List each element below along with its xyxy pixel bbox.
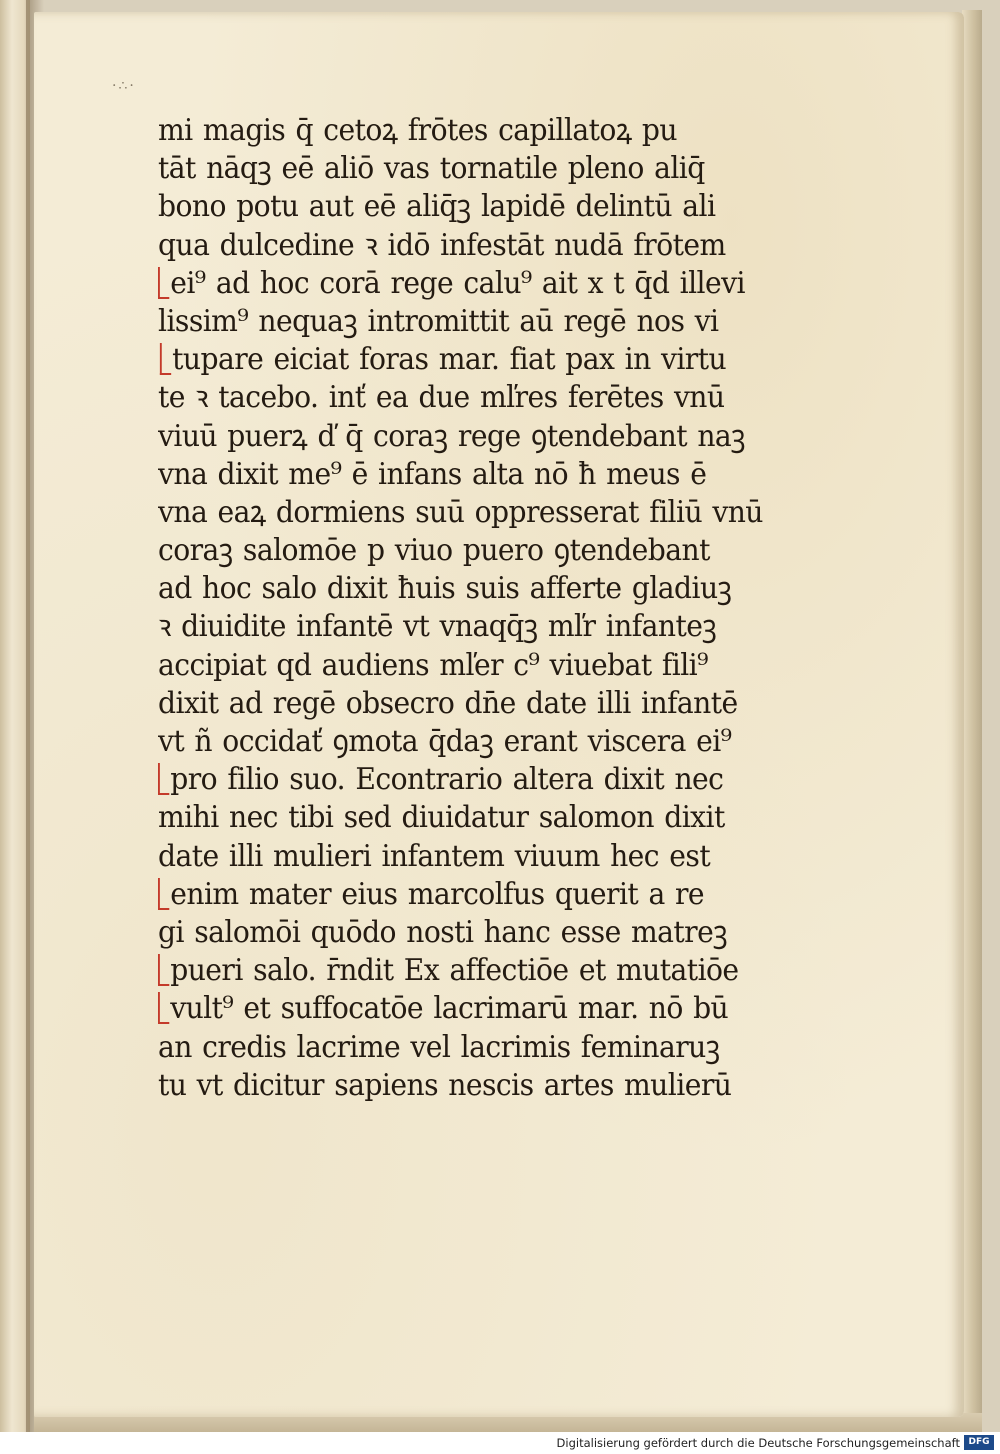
text-line-22: gi salomōi quōdo nosti hanc esse matreꝫ [158, 914, 728, 950]
text-line-5-content: ei⁹ ad hoc corā rege calu⁹ ait x t q̄d illevi [170, 265, 745, 301]
text-line-21 [158, 876, 797, 914]
text-line-11: vna eaꝝ dormiens suū oppresserat filiū vnū [158, 494, 763, 530]
text-line-14: ꝛ diuidite infantē vt vnaqq̄ꝫ mľr infanteꝫ [158, 609, 717, 645]
text-line-6: lissim⁹ nequaꝫ intromittit aū regē nos vi [158, 303, 719, 339]
rubric-mark [158, 954, 169, 986]
text-line-3: bono potu aut eē aliq̄ꝫ lapidē delintū ali [158, 189, 716, 225]
text-line-20: date illi mulieri infantem viuum hec est [158, 838, 711, 874]
ink-smudge: ·∴· [112, 78, 136, 94]
text-line-7 [158, 341, 797, 379]
text-line-25: an credis lacrime vel lacrimis feminaruꝫ [158, 1029, 720, 1065]
text-line-12: coraꝫ salomōe p viuo puero ꝯtendebant [158, 533, 710, 569]
text-line-4: qua dulcedine ꝛ idō infestāt nudā frōtem [158, 227, 726, 263]
text-line-18 [158, 761, 797, 799]
text-line-5 [158, 265, 797, 303]
blackletter-text-block [158, 112, 838, 1105]
dfg-logo: DFG [964, 1435, 994, 1450]
text-line-18-content: pro filio suo. Econtrario altera dixit nec [170, 762, 724, 798]
text-line-24-content: vult⁹ et suffocatōe lacrimarū mar. nō bū [170, 991, 729, 1027]
text-line-8: te ꝛ tacebo. inť ea due mľres ferētes vnū [158, 380, 725, 416]
text-line-13: ad hoc salo dixit ħuis suis afferte gladiuꝫ [158, 571, 732, 607]
text-line-24 [158, 990, 797, 1028]
text-line-1: mi magis q̄ cetoꝝ frōtes capillatoꝝ pu [158, 113, 677, 148]
page-fore-edge [962, 10, 982, 1420]
text-line-26: tu vt dicitur sapiens nescis artes mulierū [158, 1067, 732, 1103]
text-line-15: accipiat qd audiens mľer c⁹ viuebat fili⁹ [158, 647, 708, 683]
rubric-mark [158, 992, 169, 1024]
footer-bar [0, 1432, 1000, 1454]
text-line-23 [158, 952, 797, 990]
text-line-21-content: enim mater eius marcolfus querit a re [170, 876, 705, 912]
text-line-9: viuū puerꝝ ď q̄ coraꝫ rege ꝯtendebant naꝫ [158, 418, 746, 454]
rubric-mark [158, 763, 169, 795]
text-line-16: dixit ad regē obsecro dn̄e date illi infantē [158, 685, 738, 721]
rubric-mark [158, 267, 169, 299]
text-line-10: vna dixit me⁹ ē infans alta nō ħ meus ē [158, 456, 707, 492]
text-line-19: mihi nec tibi sed diuidatur salomon dixit [158, 800, 725, 836]
rubric-mark [160, 343, 171, 375]
text-line-17: vt ñ occidať ꝯmota q̄daꝫ erant viscera ei⁹ [158, 724, 732, 759]
text-line-23-content: pueri salo. r̄ndit Ex affectiōe et mutatiōe [170, 953, 739, 989]
text-line-2: tāt nāqꝫ eē aliō vas tornatile pleno aliq̄ [158, 151, 705, 187]
text-line-7-content: tupare eiciat foras mar. fiat pax in virtu [172, 342, 727, 378]
rubric-mark [158, 878, 169, 910]
funding-credit: Digitalisierung gefördert durch die Deutsche Forschungsgemeinschaft [556, 1436, 960, 1450]
